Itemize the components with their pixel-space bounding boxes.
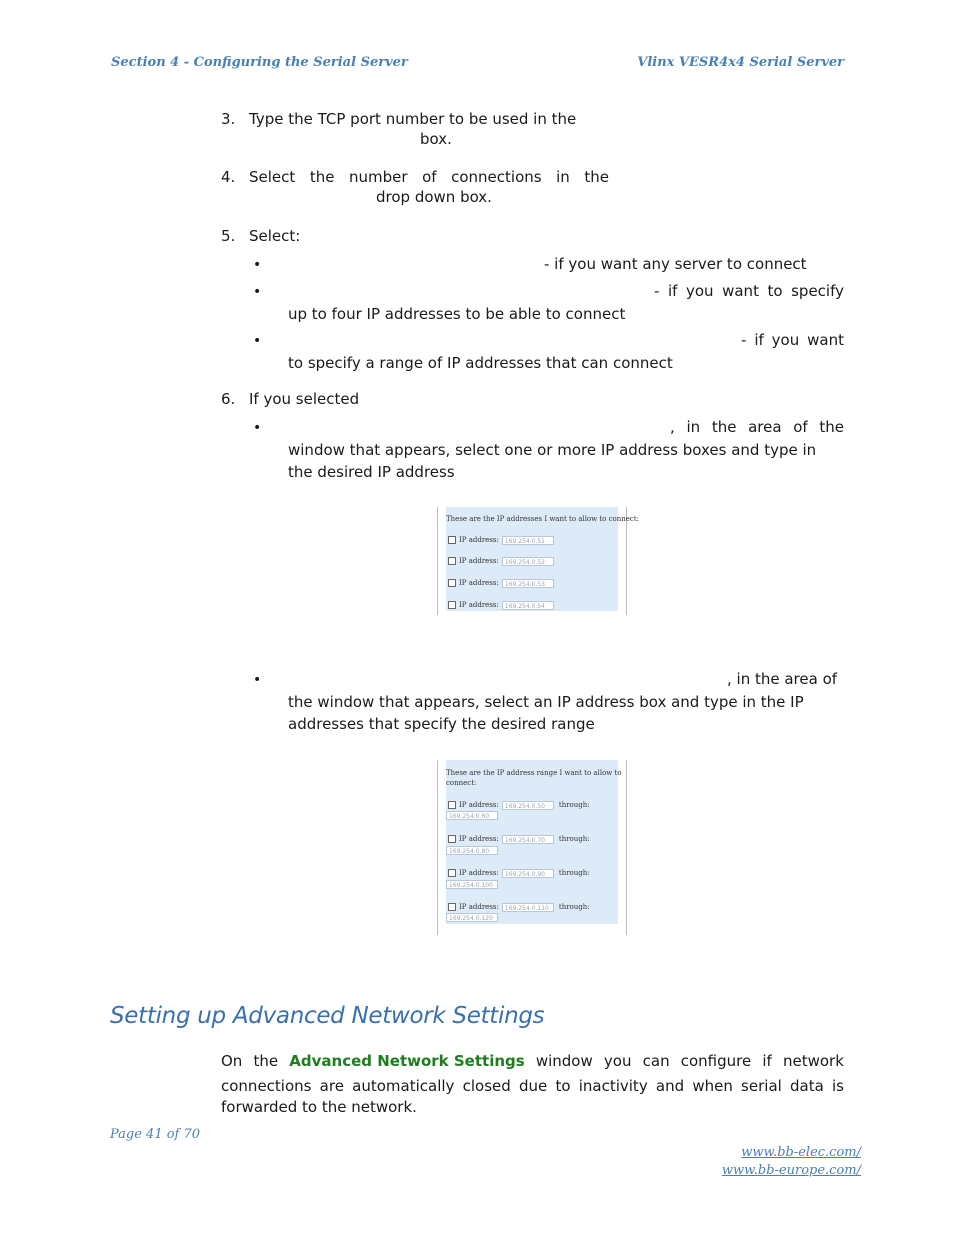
word: the <box>309 168 335 186</box>
step-5-label: Select: <box>249 227 301 245</box>
step-6-label: If you selected <box>249 390 360 408</box>
ip-input[interactable]: 169.254.0.54 <box>502 601 554 610</box>
bullet-glyph: • <box>253 257 262 273</box>
word: the <box>253 1052 279 1070</box>
step-4-text-cont: drop down box. <box>376 188 492 206</box>
word: the <box>584 168 609 186</box>
section-paragraph-line2 <box>221 1076 844 1096</box>
range-to-input[interactable]: 169.254.0.100 <box>446 880 498 889</box>
step-6-option-1 <box>670 417 844 437</box>
footer-link-bb-elec[interactable]: www.bb-elec.com/ <box>741 1145 861 1160</box>
range-from-input[interactable]: 169.254.0.70 <box>502 835 554 844</box>
word: number <box>349 168 408 186</box>
ip-checkbox[interactable] <box>448 579 456 587</box>
step-5-number: 5. <box>221 227 236 245</box>
section-paragraph-line3: forwarded to the network. <box>221 1098 417 1116</box>
ip-input[interactable]: 169.254.0.53 <box>502 579 554 588</box>
range-checkbox[interactable] <box>448 903 456 911</box>
step-5-option-1: - if you want any server to connect <box>544 255 807 273</box>
through-label: through: <box>558 801 590 809</box>
range-label: IP address: <box>459 801 499 809</box>
word: in <box>556 168 570 186</box>
step-6-option-2: , in the area of <box>727 670 838 688</box>
step-4-number: 4. <box>221 168 236 186</box>
range-row <box>448 901 590 913</box>
section-paragraph-line1 <box>221 1051 844 1071</box>
range-to-input[interactable]: 169.254.0.120 <box>446 913 498 922</box>
header-section-title: Section 4 - Configuring the Serial Server <box>111 55 408 70</box>
step-5-option-2 <box>654 281 844 301</box>
step-6-option-1-line2: window that appears, select one or more IP address boxes and type in <box>288 441 817 459</box>
word: , <box>670 418 675 436</box>
option-3-text: - if you want <box>741 331 844 349</box>
step-3-text: Type the TCP port number to be used in the <box>249 110 577 128</box>
range-from-input[interactable]: 169.254.0.90 <box>502 869 554 878</box>
word: if <box>762 1052 772 1070</box>
word: you <box>603 1052 632 1070</box>
bullet-glyph: • <box>253 333 262 349</box>
ip-checkbox[interactable] <box>448 557 456 565</box>
ip-row <box>448 555 554 567</box>
option-2-text: - if you want to specify <box>654 282 844 300</box>
ip-label: IP address: <box>459 557 499 565</box>
page-number: Page 41 of 70 <box>110 1127 201 1142</box>
word: area <box>748 418 782 436</box>
word: configure <box>680 1052 752 1070</box>
bullet-glyph: • <box>253 420 262 436</box>
through-label: through: <box>558 835 590 843</box>
range-checkbox[interactable] <box>448 835 456 843</box>
ip-addresses-panel <box>446 507 639 611</box>
ip-range-screenshot <box>437 760 627 935</box>
range-row <box>448 799 590 811</box>
range-to-input[interactable]: 169.254.0.80 <box>446 846 498 855</box>
bullet-glyph: • <box>253 284 262 300</box>
word: window <box>535 1052 593 1070</box>
step-6-number: 6. <box>221 390 236 408</box>
range-checkbox[interactable] <box>448 801 456 809</box>
ip-addresses-screenshot <box>437 507 639 615</box>
step-5-option-3 <box>741 330 844 350</box>
range-checkbox[interactable] <box>448 869 456 877</box>
para-line2: connections are automatically closed due to inactivity and when serial data is <box>221 1077 844 1095</box>
range-label: IP address: <box>459 903 499 911</box>
through-label: through: <box>558 903 590 911</box>
word: of <box>793 418 808 436</box>
advanced-network-settings-emphasis: Advanced Network Settings <box>289 1052 525 1070</box>
word: can <box>642 1052 670 1070</box>
step-5-option-2-cont: up to four IP addresses to be able to connect <box>288 305 626 323</box>
step-5-option-3-cont: to specify a range of IP addresses that can connect <box>288 354 673 372</box>
step-6-option-2-line2: the window that appears, select an IP address box and type in the IP <box>288 693 804 711</box>
step-6-option-1-line3: the desired IP address <box>288 463 455 481</box>
ip-checkbox[interactable] <box>448 536 456 544</box>
through-label: through: <box>558 869 590 877</box>
ip-row <box>448 599 554 611</box>
word: the <box>711 418 737 436</box>
ip-range-panel <box>446 760 622 924</box>
step-6-option-2-line3: addresses that specify the desired range <box>288 715 595 733</box>
range-label: IP address: <box>459 869 499 877</box>
word: connections <box>451 168 542 186</box>
range-from-input[interactable]: 169.254.0.50 <box>502 801 554 810</box>
word: network <box>783 1052 844 1070</box>
panel-title-line1: These are the IP address range I want to allow to <box>446 769 622 777</box>
word: On <box>221 1052 243 1070</box>
ip-checkbox[interactable] <box>448 601 456 609</box>
word: the <box>819 418 844 436</box>
ip-input[interactable]: 169.254.0.51 <box>502 536 554 545</box>
range-from-input[interactable]: 169.254.0.110 <box>502 903 554 912</box>
panel-title: These are the IP addresses I want to allow to connect: <box>446 515 639 523</box>
range-row <box>448 867 590 879</box>
ip-row <box>448 577 554 589</box>
section-heading: Setting up Advanced Network Settings <box>110 1003 545 1029</box>
step-3-number: 3. <box>221 110 236 128</box>
panel-title <box>446 768 622 788</box>
word: Select <box>249 168 296 186</box>
ip-input[interactable]: 169.254.0.52 <box>502 557 554 566</box>
range-row <box>448 833 590 845</box>
ip-label: IP address: <box>459 601 499 609</box>
word: of <box>422 168 437 186</box>
step-4-text <box>249 167 609 187</box>
header-product-title: Vlinx VESR4x4 Serial Server <box>637 55 844 70</box>
range-label: IP address: <box>459 835 499 843</box>
ip-label: IP address: <box>459 536 499 544</box>
step-3-text-cont: box. <box>420 130 452 148</box>
footer-link-bb-europe[interactable]: www.bb-europe.com/ <box>721 1163 861 1178</box>
ip-row <box>448 534 554 546</box>
panel-title-line2: connect: <box>446 779 477 787</box>
bullet-glyph: • <box>253 672 262 688</box>
ip-label: IP address: <box>459 579 499 587</box>
word: in <box>686 418 701 436</box>
range-to-input[interactable]: 169.254.0.60 <box>446 811 498 820</box>
